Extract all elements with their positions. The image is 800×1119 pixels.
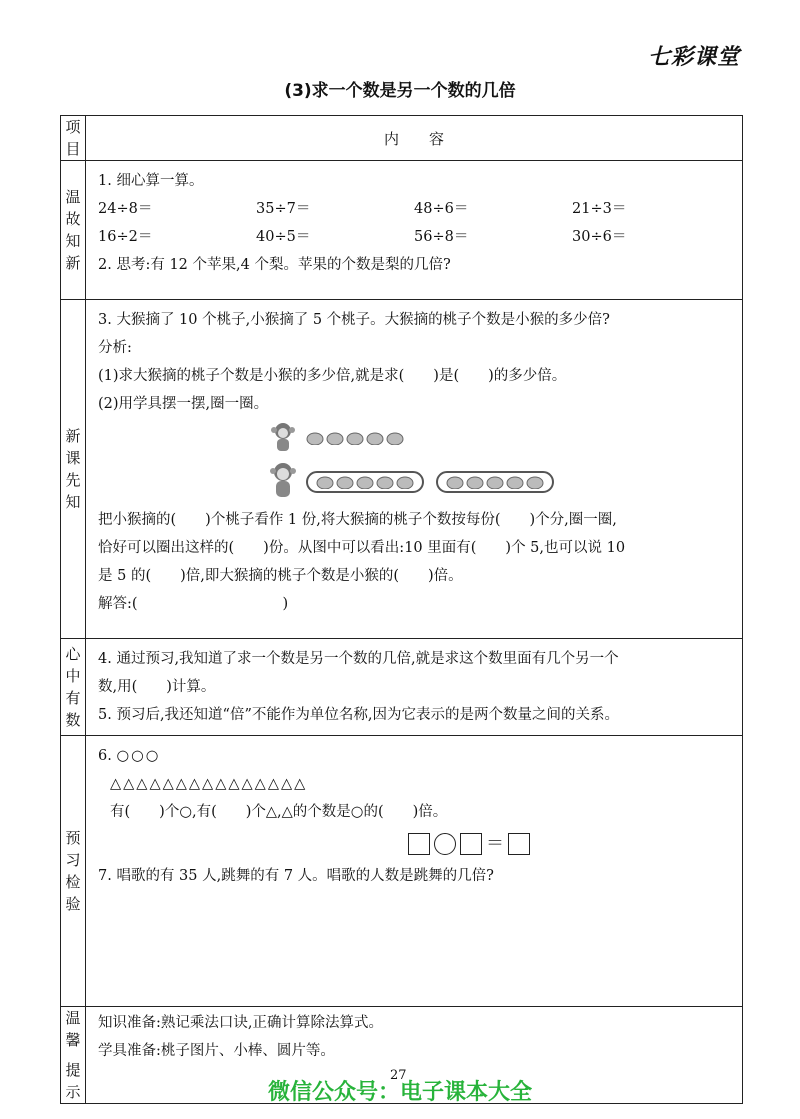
- preview-label-text: 新课先知: [65, 427, 81, 511]
- review-q1: 1. 细心算一算。: [98, 173, 204, 189]
- peach-icon: [346, 431, 364, 445]
- preview-step2: (2)用学具摆一摆,圈一圈。: [98, 396, 269, 412]
- peach-icon: [376, 475, 394, 489]
- calc-item: 56÷8＝: [414, 229, 469, 245]
- section-preview: [61, 300, 743, 639]
- mind-label: [61, 639, 86, 736]
- review-q2: 2. 思考:有 12 个苹果,4 个梨。苹果的个数是梨的几倍?: [98, 257, 451, 273]
- header-item: 项目: [61, 116, 86, 161]
- calc-item: 48÷6＝: [414, 201, 469, 217]
- table-header-row: [61, 116, 743, 161]
- brand-logo: 七彩课堂: [648, 45, 741, 70]
- preview-analysis: 分析:: [98, 340, 132, 356]
- peach-icon: [366, 431, 384, 445]
- preview-answer: 解答:( ): [98, 596, 289, 612]
- operator-circle[interactable]: [434, 833, 456, 855]
- section-review: [61, 161, 743, 300]
- peach-icon: [316, 475, 334, 489]
- review-label-text: 温故知新: [65, 188, 81, 272]
- small-monkey-row: [268, 418, 730, 458]
- peach-icon: [386, 431, 404, 445]
- mind-p4b: 数,用( )计算。: [98, 679, 216, 695]
- big-monkey-row: [266, 458, 730, 506]
- mind-p4a: 4. 通过预习,我知道了求一个数是另一个数的几倍,就是求这个数里面有几个另一个: [98, 651, 619, 667]
- preview-label: [61, 300, 86, 639]
- peach-icon: [326, 431, 344, 445]
- calc-row-1: [98, 195, 730, 223]
- preview-fill1: 把小猴摘的( )个桃子看作 1 份,将大猴摘的桃子个数按每份( )个分,圈一圈,: [98, 512, 617, 528]
- answer-box[interactable]: [460, 833, 482, 855]
- check-label-text: 预习检验: [65, 829, 81, 913]
- peach-icon: [396, 475, 414, 489]
- peach-icon: [446, 475, 464, 489]
- worksheet-table: [60, 115, 743, 1104]
- tips-line1: 知识准备:熟记乘法口诀,正确计算除法算式。: [98, 1015, 383, 1031]
- peach-icon: [306, 431, 324, 445]
- preview-step1: (1)求大猴摘的桃子个数是小猴的多少倍,就是求( )是( )的多少倍。: [98, 368, 567, 384]
- peach-group-circle: [436, 471, 554, 493]
- peach-icon: [526, 475, 544, 489]
- mind-p5: 5. 预习后,我还知道“倍”不能作为单位名称,因为它表示的是两个数量之间的关系。: [98, 707, 619, 723]
- peach-icon: [486, 475, 504, 489]
- calc-item: 21÷3＝: [572, 201, 627, 217]
- circle-shapes: ○○○: [116, 748, 161, 764]
- section-check: [61, 736, 743, 1007]
- peach-group-circle: [306, 471, 424, 493]
- peach-icon: [356, 475, 374, 489]
- section-mind: [61, 639, 743, 736]
- equation-template: [208, 830, 730, 858]
- calc-item: 16÷2＝: [98, 229, 153, 245]
- tips-line2: 学具准备:桃子图片、小棒、圆片等。: [98, 1043, 335, 1059]
- tips-label-2: 提示: [65, 1061, 81, 1101]
- equals-sign: ＝: [486, 833, 504, 854]
- preview-q3: 3. 大猴摘了 10 个桃子,小猴摘了 5 个桃子。大猴摘的桃子个数是小猴的多少倍?: [98, 312, 610, 328]
- preview-fill3: 是 5 的( )倍,即大猴摘的桃子个数是小猴的( )倍。: [98, 568, 463, 584]
- check-q7: 7. 唱歌的有 35 人,跳舞的有 7 人。唱歌的人数是跳舞的几倍?: [98, 868, 494, 884]
- calc-item: 35÷7＝: [256, 201, 311, 217]
- page-number: 27: [390, 1068, 407, 1083]
- calc-row-2: [98, 223, 730, 251]
- check-label: [61, 736, 86, 1007]
- calc-item: 40÷5＝: [256, 229, 311, 245]
- page-title: (3)求一个数是另一个数的几倍: [284, 81, 516, 101]
- mind-label-text: 心中有数: [65, 645, 81, 729]
- answer-box[interactable]: [508, 833, 530, 855]
- small-monkey-icon: [268, 421, 298, 455]
- tips-label-1: 温馨: [65, 1009, 81, 1049]
- header-content: 内 容: [86, 116, 743, 161]
- review-label: [61, 161, 86, 300]
- footer-watermark: 微信公众号：电子课本大全: [267, 1080, 532, 1105]
- triangle-shapes: △△△△△△△△△△△△△△△: [110, 776, 308, 792]
- peach-icon: [466, 475, 484, 489]
- big-monkey-icon: [266, 461, 300, 503]
- peach-icon: [336, 475, 354, 489]
- check-q6-circles: 6. ○○○: [98, 748, 161, 764]
- peach-icon: [506, 475, 524, 489]
- answer-box[interactable]: [408, 833, 430, 855]
- check-q6-fill: 有( )个○,有( )个△,△的个数是○的( )倍。: [110, 804, 448, 820]
- calc-item: 24÷8＝: [98, 201, 153, 217]
- preview-fill2: 恰好可以圈出这样的( )份。从图中可以看出:10 里面有( )个 5,也可以说 10: [98, 540, 626, 556]
- calc-item: 30÷6＝: [572, 229, 627, 245]
